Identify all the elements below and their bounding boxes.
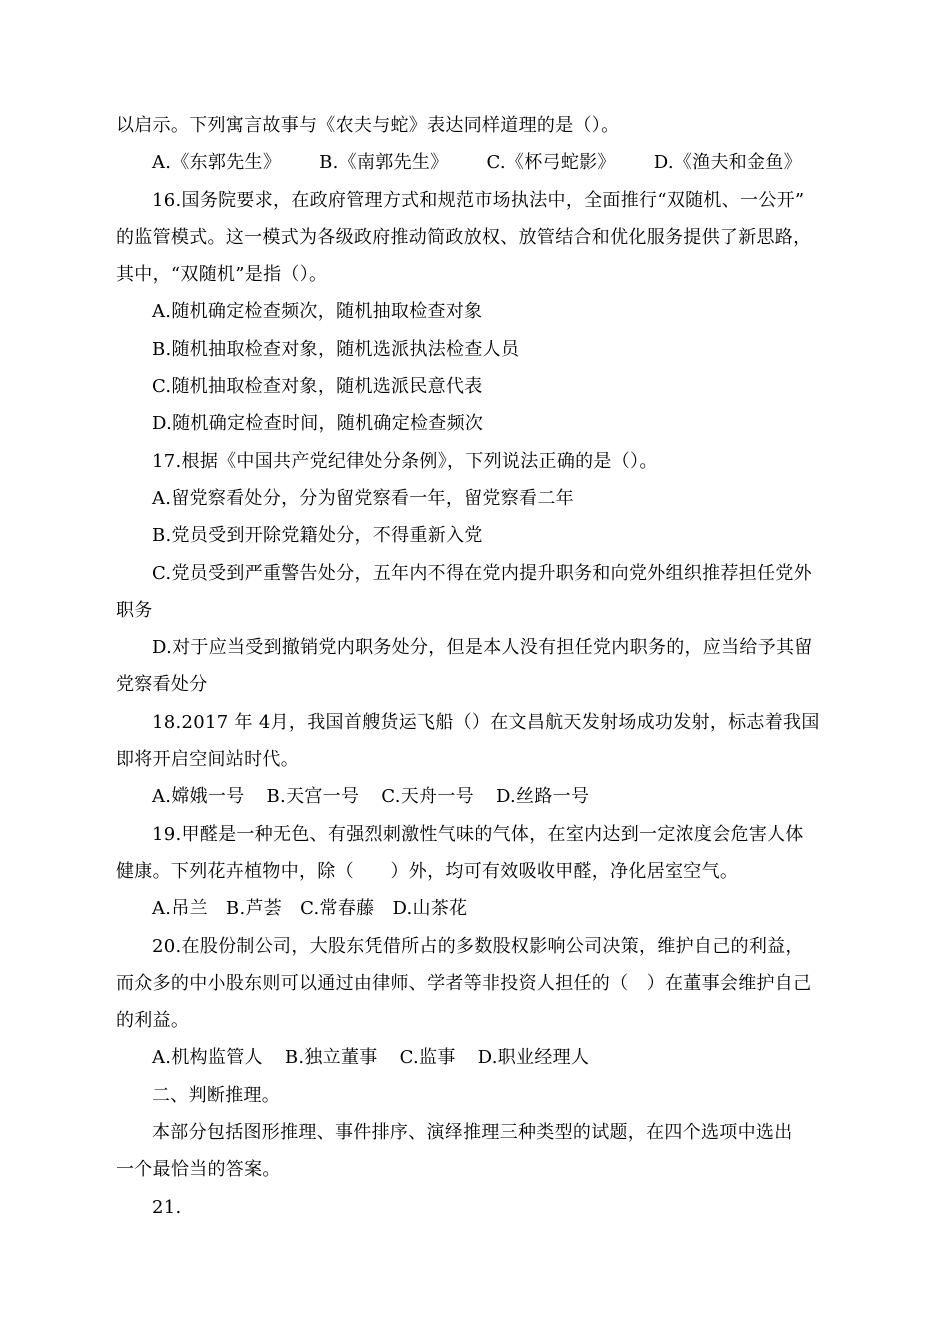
option-b: B.芦荟 bbox=[225, 898, 283, 919]
section-intro-line1: 本部分包括图形推理、事件排序、演绎推理三种类型的试题，在四个选项中选出 bbox=[152, 1122, 793, 1143]
option-c: C.《杯弓蛇影》 bbox=[486, 152, 616, 173]
q20-stem-line3: 的利益。 bbox=[116, 1010, 190, 1031]
section-heading: 二、判断推理。 bbox=[152, 1085, 281, 1106]
q21-number: 21. bbox=[152, 1197, 182, 1218]
q16-option-d: D.随机确定检查时间，随机确定检查频次 bbox=[152, 413, 484, 434]
q19-stem-line1: 19.甲醛是一种无色、有强烈刺激性气味的气体，在室内达到一定浓度会危害人体 bbox=[152, 824, 804, 845]
q15-options bbox=[152, 151, 802, 175]
option-d: D.《渔夫和金鱼》 bbox=[653, 152, 802, 173]
option-b: B.独立董事 bbox=[284, 1047, 378, 1068]
q16-stem-line3: 其中，“双随机”是指（）。 bbox=[116, 264, 328, 285]
q17-option-a: A.留党察看处分，分为留党察看一年，留党察看二年 bbox=[152, 488, 574, 509]
option-a: A.机构监管人 bbox=[152, 1047, 263, 1068]
q16-option-b: B.随机抽取检查对象，随机选派执法检查人员 bbox=[152, 339, 520, 360]
q17-option-c-line1: C.党员受到严重警告处分，五年内不得在党内提升职务和向党外组织推荐担任党外 bbox=[152, 563, 812, 584]
option-c: C.天舟一号 bbox=[381, 786, 474, 807]
option-c: C.监事 bbox=[399, 1047, 456, 1068]
q19-stem-line2: 健康。下列花卉植物中，除（ ）外，均可有效吸收甲醛，净化居室空气。 bbox=[116, 861, 739, 882]
q20-options bbox=[152, 1046, 589, 1070]
option-d: D.山茶花 bbox=[392, 898, 468, 919]
option-a: A.吊兰 bbox=[152, 898, 208, 919]
option-d: D.丝路一号 bbox=[495, 786, 590, 807]
q18-stem-line2: 即将开启空间站时代。 bbox=[116, 749, 299, 770]
q17-option-b: B.党员受到开除党籍处分，不得重新入党 bbox=[152, 525, 483, 546]
q16-stem-line2: 的监管模式。这一模式为各级政府推动简政放权、放管结合和优化服务提供了新思路， bbox=[116, 227, 812, 248]
q17-option-d-line2: 党察看处分 bbox=[116, 674, 208, 695]
q19-options bbox=[152, 897, 467, 921]
q17-stem: 17.根据《中国共产党纪律处分条例》，下列说法正确的是（）。 bbox=[152, 451, 658, 472]
q20-stem-line2: 而众多的中小股东则可以通过由律师、学者等非投资人担任的（ ）在董事会维护自己 bbox=[116, 973, 812, 994]
q18-options bbox=[152, 785, 589, 809]
q16-option-c: C.随机抽取检查对象，随机选派民意代表 bbox=[152, 376, 483, 397]
option-c: C.常春藤 bbox=[300, 898, 375, 919]
option-a: A.嫦娥一号 bbox=[152, 786, 245, 807]
option-b: B.天宫一号 bbox=[266, 786, 360, 807]
q20-stem-line1: 20.在股份制公司，大股东凭借所占的多数股权影响公司决策，维护自己的利益， bbox=[152, 936, 804, 957]
option-b: B.《南郭先生》 bbox=[319, 152, 449, 173]
option-a: A.《东郭先生》 bbox=[152, 152, 282, 173]
q15-stem-end: 以启示。下列寓言故事与《农夫与蛇》表达同样道理的是（）。 bbox=[116, 115, 620, 136]
q16-option-a: A.随机确定检查频次，随机抽取检查对象 bbox=[152, 301, 483, 322]
q17-option-d-line1: D.对于应当受到撤销党内职务处分，但是本人没有担任党内职务的，应当给予其留 bbox=[152, 637, 813, 658]
q17-option-c-line2: 职务 bbox=[116, 600, 153, 621]
q16-stem-line1: 16.国务院要求，在政府管理方式和规范市场执法中，全面推行“双随机、一公开” bbox=[152, 190, 805, 211]
section-intro-line2: 一个最恰当的答案。 bbox=[116, 1159, 281, 1180]
option-d: D.职业经理人 bbox=[477, 1047, 590, 1068]
q18-stem-line1: 18.2017 年 4月，我国首艘货运飞船（）在文昌航天发射场成功发射，标志着我国 bbox=[152, 712, 820, 733]
